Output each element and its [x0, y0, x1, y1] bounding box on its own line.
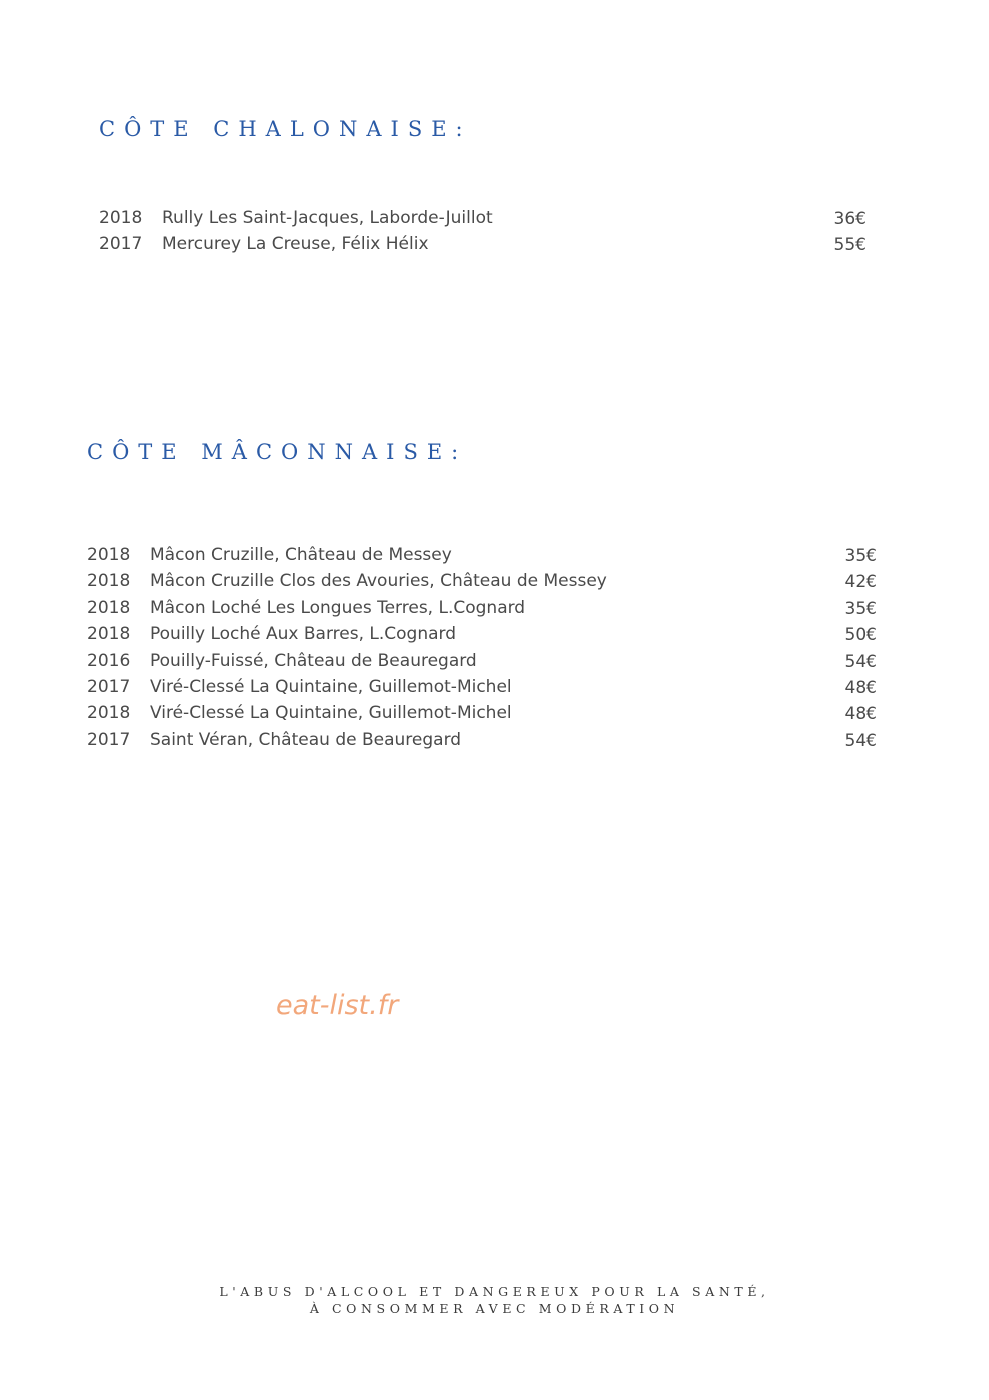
wine-name: Viré-Clessé La Quintaine, Guillemot-Michel: [150, 703, 512, 724]
section-title-cote-chalonaise: CÔTE CHALONAISE:: [99, 117, 472, 141]
wine-price: 48€: [844, 677, 877, 698]
watermark-text: eat-list.fr: [276, 990, 399, 1021]
wine-name: Mâcon Cruzille Clos des Avouries, Château de Messey: [150, 571, 607, 592]
wine-year: 2018: [87, 703, 131, 724]
wine-price: 42€: [844, 572, 877, 593]
wine-name: Pouilly Loché Aux Barres, L.Cognard: [150, 624, 456, 645]
wine-price: 50€: [844, 625, 877, 646]
wine-price: 54€: [844, 730, 877, 751]
wine-name: Pouilly-Fuissé, Château de Beauregard: [150, 650, 477, 671]
wine-year: 2017: [87, 676, 131, 697]
wine-price: 54€: [844, 651, 877, 672]
wine-price: 55€: [833, 235, 866, 256]
wine-name: Viré-Clessé La Quintaine, Guillemot-Michel: [150, 676, 512, 697]
wine-year: 2018: [87, 624, 131, 645]
section-title-cote-maconnaise: CÔTE MÂCONNAISE:: [87, 440, 468, 464]
wine-year: 2017: [99, 234, 143, 255]
wine-year: 2017: [87, 729, 131, 750]
wine-name: Mâcon Cruzille, Château de Messey: [150, 545, 452, 565]
wine-price: 35€: [844, 598, 877, 619]
wine-price: 48€: [844, 704, 877, 725]
wine-year: 2016: [87, 650, 131, 671]
wine-year: 2018: [99, 208, 143, 228]
wine-name: Mercurey La Creuse, Félix Hélix: [162, 234, 429, 255]
disclaimer-line-2: À CONSOMMER AVEC MODÉRATION: [309, 1301, 680, 1316]
wine-price: 35€: [844, 546, 877, 566]
wine-year: 2018: [87, 597, 131, 618]
disclaimer-line-1: L'ABUS D'ALCOOL ET DANGEREUX POUR LA SANTÉ,: [219, 1284, 770, 1299]
wine-year: 2018: [87, 571, 131, 592]
wine-year: 2018: [87, 545, 131, 565]
wine-name: Mâcon Loché Les Longues Terres, L.Cognard: [150, 597, 526, 618]
health-disclaimer: [0, 1283, 989, 1317]
wine-name: Rully Les Saint-Jacques, Laborde-Juillot: [162, 208, 493, 228]
wine-price: 36€: [833, 209, 866, 229]
wine-name: Saint Véran, Château de Beauregard: [150, 729, 462, 750]
